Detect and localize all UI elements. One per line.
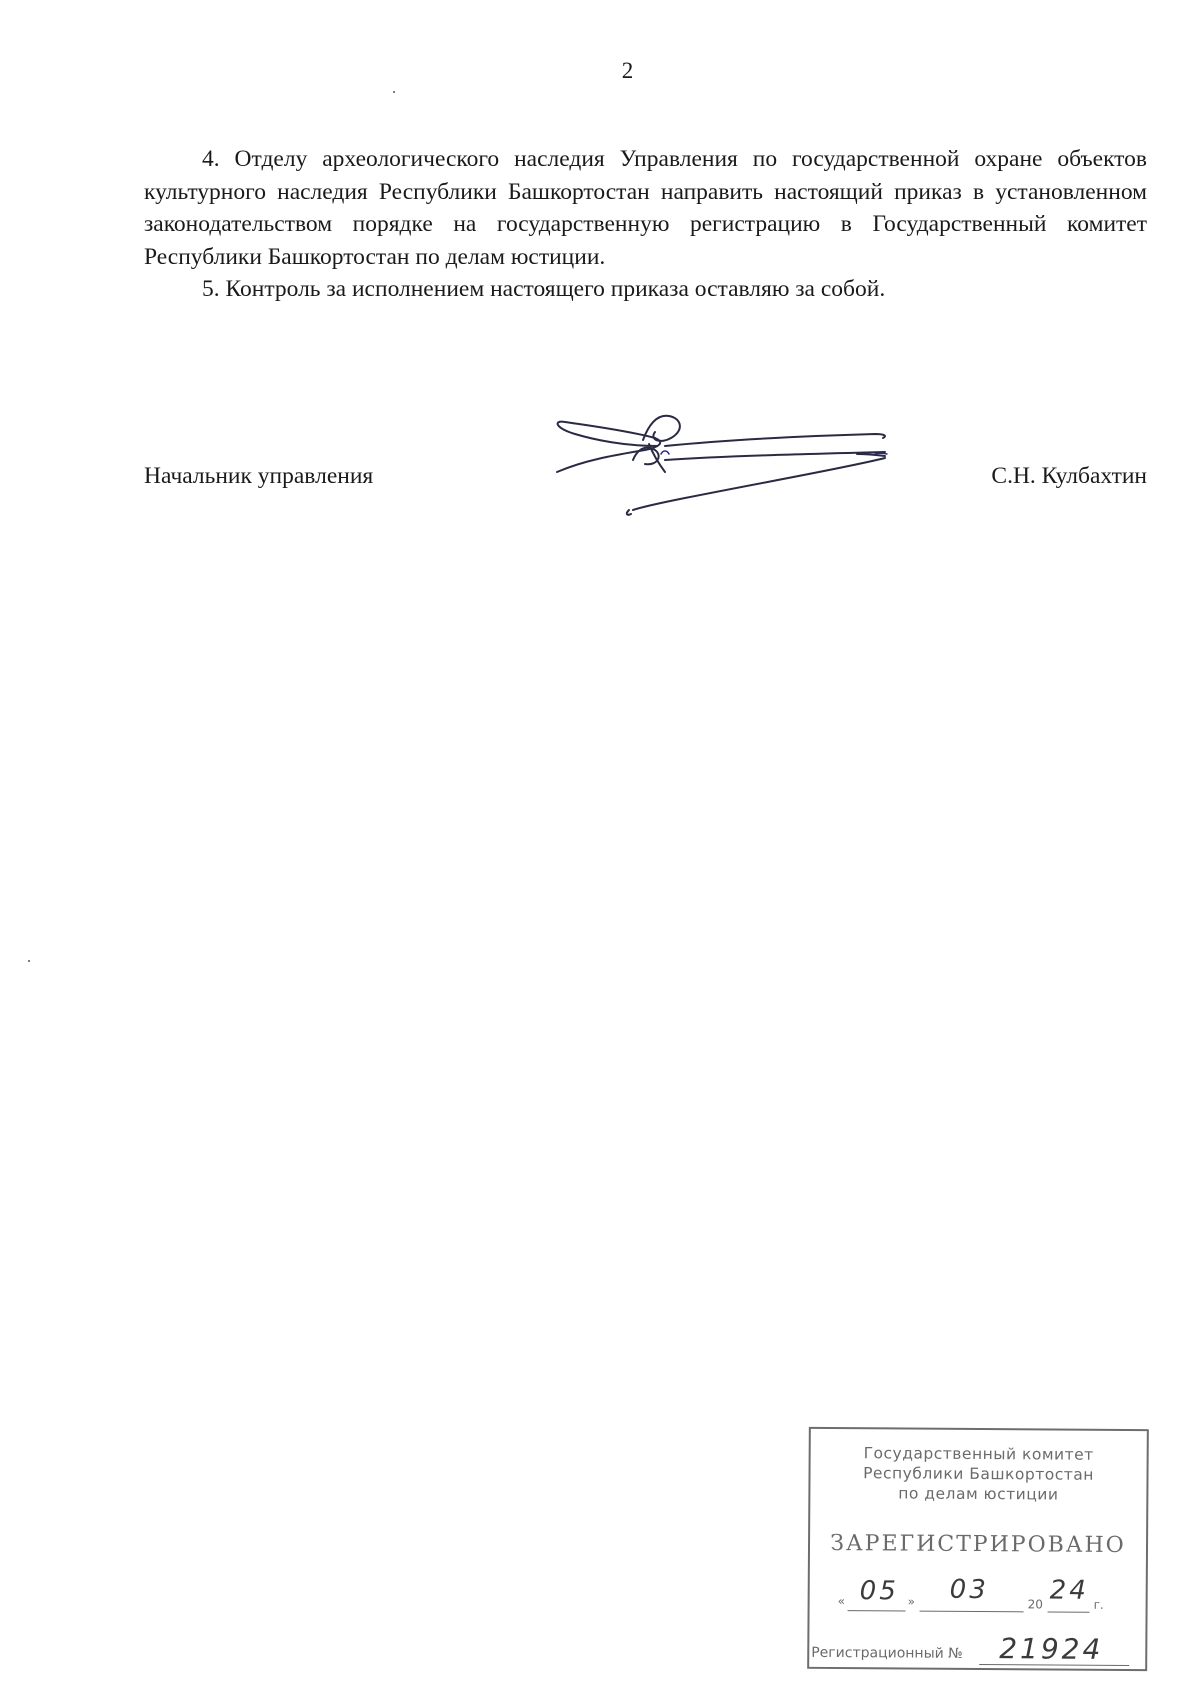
stamp-regno-value: 21924: [999, 1632, 1104, 1666]
paragraph-5: 5. Контроль за исполнением настоящего приказа оставляю за собой.: [202, 276, 886, 302]
stamp-org-line: Республики Башкортостан: [863, 1464, 1094, 1484]
stamp-year-prefix: 20: [1027, 1597, 1043, 1612]
stamp-open-quote: «: [837, 1594, 846, 1609]
scan-speck: [28, 960, 30, 962]
handwritten-signature: [545, 410, 930, 520]
stamp-month-line: [920, 1611, 1024, 1613]
stamp-month: 03: [949, 1574, 989, 1606]
scan-speck: [393, 91, 395, 93]
stamp-status: ЗАРЕГИСТРИРОВАНО: [830, 1530, 1126, 1559]
paragraph-4: 4. Отделу археологического наследия Управления по государственной охране объектов культурного наследия Республики Башкортостан направить настоящий приказ в установленном законодательством порядке на государственную регистрацию в Государственный комитет Республики Башкортостан по делам юстиции.: [144, 146, 1147, 270]
stamp-organization: [810, 1443, 1146, 1505]
stamp-date: [838, 1574, 1128, 1616]
signer-position: Начальник управления: [144, 463, 374, 489]
page-number: 2: [621, 58, 634, 83]
stamp-org-line: Государственный комитет: [863, 1444, 1094, 1464]
stamp-day: 05: [859, 1576, 899, 1607]
stamp-close-quote: »: [907, 1594, 916, 1609]
body-text: [144, 143, 1147, 306]
stamp-org-line: по делам юстиции: [898, 1484, 1059, 1504]
stamp-registration-number: [811, 1633, 1141, 1669]
stamp-year-line: [1048, 1611, 1090, 1612]
stamp-year: 24: [1049, 1575, 1089, 1606]
stamp-day-line: [848, 1610, 906, 1611]
registration-stamp: [807, 1427, 1149, 1671]
signer-name: С.Н. Кулбахтин: [991, 463, 1147, 489]
stamp-regno-label: Регистрационный №: [811, 1644, 963, 1662]
stamp-year-mark: г.: [1093, 1597, 1104, 1612]
